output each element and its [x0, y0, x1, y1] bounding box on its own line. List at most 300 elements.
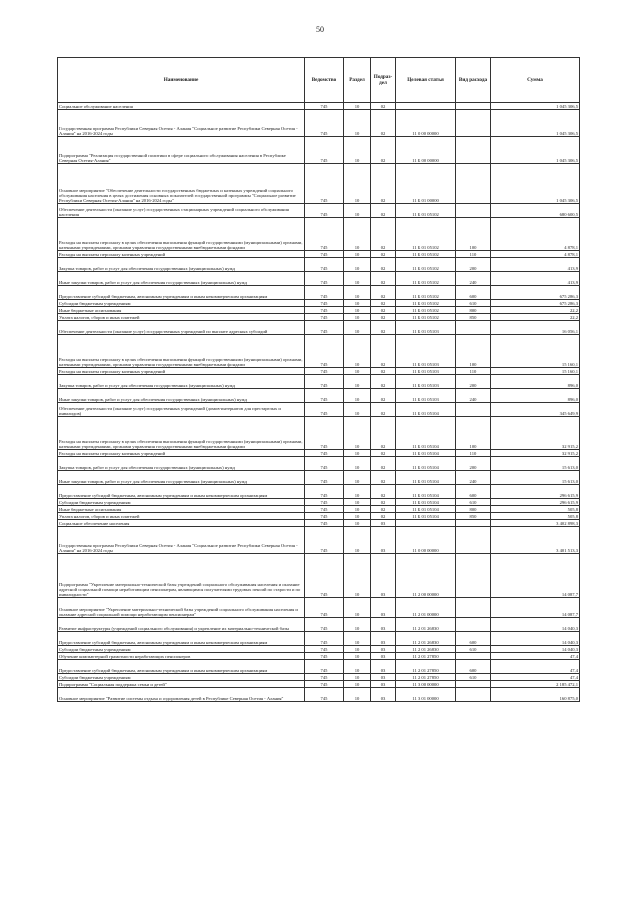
cell-subsection: 03 [371, 632, 396, 646]
table-row [58, 653, 580, 660]
cell-amount: 3 401 513,3 [491, 527, 580, 554]
cell-ministry: 745 [305, 137, 344, 164]
cell-subsection: 03 [371, 554, 396, 598]
cell-target-item: 11 2 01 00000 [396, 598, 456, 618]
cell-amount: 413,9 [491, 272, 580, 286]
cell-name: Иные закупки товаров, работ и услуг для обеспечения государственных (муниципальных) нужд [58, 389, 305, 403]
cell-amount: 15 613,0 [491, 471, 580, 485]
cell-expense-type: 100 [456, 417, 491, 450]
cell-section: 10 [344, 554, 371, 598]
cell-ministry: 745 [305, 110, 344, 137]
cell-subsection: 03 [371, 520, 396, 527]
cell-ministry: 745 [305, 660, 344, 674]
cell-subsection: 02 [371, 417, 396, 450]
cell-expense-type [456, 554, 491, 598]
cell-ministry: 745 [305, 674, 344, 681]
cell-amount: 15 160,1 [491, 335, 580, 368]
cell-target-item: 11 2 01 26830 [396, 646, 456, 653]
cell-amount: 1 045 306,5 [491, 103, 580, 110]
cell-name: Обеспечение деятельности (оказание услуг) государственных учреждений (домов-интернатов для престарелых и инвалидов) [58, 403, 305, 417]
cell-subsection: 02 [371, 137, 396, 164]
cell-expense-type: 850 [456, 513, 491, 520]
cell-subsection: 02 [371, 389, 396, 403]
cell-section: 10 [344, 335, 371, 368]
header-subsection: Подраз-дел [371, 58, 396, 103]
cell-expense-type: 100 [456, 218, 491, 251]
cell-section: 10 [344, 375, 371, 389]
cell-subsection: 03 [371, 674, 396, 681]
cell-ministry: 745 [305, 368, 344, 375]
cell-target-item: 11 Б 00 00000 [396, 137, 456, 164]
cell-expense-type [456, 681, 491, 688]
cell-section: 10 [344, 688, 371, 702]
table-row [58, 681, 580, 688]
cell-expense-type: 110 [456, 368, 491, 375]
cell-amount: 15 613,0 [491, 457, 580, 471]
cell-target-item: 11 Б 01 05103 [396, 389, 456, 403]
table-row [58, 286, 580, 300]
cell-ministry: 745 [305, 653, 344, 660]
cell-name: Расходы на выплаты персоналу казенных учреждений [58, 450, 305, 457]
cell-amount: 15 160,1 [491, 368, 580, 375]
cell-target-item: 11 Б 01 05104 [396, 499, 456, 506]
cell-name: Предоставление субсидий бюджетным, автономным учреждениям и иным некоммерческим организациям [58, 485, 305, 499]
cell-target-item: 11 2 01 26830 [396, 632, 456, 646]
cell-target-item: 11 Б 01 05103 [396, 321, 456, 335]
cell-subsection: 02 [371, 314, 396, 321]
cell-section: 10 [344, 314, 371, 321]
cell-name: Государственная программа Республики Северная Осетия - Алания "Социальное развитие Республики Северная Осетия - Алания" на 2016-2024 годы [58, 110, 305, 137]
cell-amount: 4 878,1 [491, 218, 580, 251]
cell-target-item: 11 3 01 00000 [396, 688, 456, 702]
cell-subsection: 03 [371, 527, 396, 554]
cell-amount: 14 087,7 [491, 554, 580, 598]
cell-ministry: 745 [305, 218, 344, 251]
cell-amount: 16 056,1 [491, 321, 580, 335]
cell-section: 10 [344, 417, 371, 450]
cell-subsection: 02 [371, 286, 396, 300]
cell-name: Развитие инфраструктуры (учреждений социального обслуживания) и укрепление их материально-технической базы [58, 618, 305, 632]
cell-amount: 47,4 [491, 660, 580, 674]
cell-expense-type [456, 653, 491, 660]
cell-ministry: 745 [305, 527, 344, 554]
cell-ministry: 745 [305, 520, 344, 527]
cell-section: 10 [344, 321, 371, 335]
cell-ministry: 745 [305, 554, 344, 598]
table-row [58, 307, 580, 314]
cell-expense-type: 200 [456, 258, 491, 272]
cell-expense-type: 610 [456, 300, 491, 307]
cell-target-item: 11 Б 01 05102 [396, 300, 456, 307]
cell-section: 10 [344, 513, 371, 520]
cell-subsection: 03 [371, 653, 396, 660]
cell-amount: 14 040,3 [491, 632, 580, 646]
cell-ministry: 745 [305, 485, 344, 499]
cell-amount: 675 286,3 [491, 286, 580, 300]
cell-target-item: 11 Б 01 05104 [396, 403, 456, 417]
table-row [58, 506, 580, 513]
cell-subsection: 02 [371, 375, 396, 389]
cell-amount: 160 875,0 [491, 688, 580, 702]
budget-table [57, 57, 580, 702]
table-row [58, 375, 580, 389]
cell-subsection: 02 [371, 103, 396, 110]
cell-target-item: 11 Б 01 05102 [396, 286, 456, 300]
cell-ministry: 745 [305, 646, 344, 653]
cell-expense-type: 850 [456, 314, 491, 321]
cell-name: Обучение компьютерной грамотности неработающих пенсионеров [58, 653, 305, 660]
cell-target-item: 11 Б 01 05102 [396, 204, 456, 218]
cell-ministry: 745 [305, 103, 344, 110]
cell-expense-type [456, 403, 491, 417]
cell-amount: 505,8 [491, 513, 580, 520]
cell-expense-type: 600 [456, 485, 491, 499]
cell-section: 10 [344, 674, 371, 681]
cell-target-item: 11 2 01 27850 [396, 674, 456, 681]
table-row [58, 520, 580, 527]
cell-amount: 2 185 472,1 [491, 681, 580, 688]
cell-section: 10 [344, 218, 371, 251]
cell-section: 10 [344, 450, 371, 457]
cell-section: 10 [344, 598, 371, 618]
cell-expense-type: 200 [456, 457, 491, 471]
cell-expense-type: 240 [456, 272, 491, 286]
cell-target-item [396, 103, 456, 110]
cell-expense-type: 800 [456, 506, 491, 513]
cell-ministry: 745 [305, 286, 344, 300]
cell-ministry: 745 [305, 204, 344, 218]
cell-target-item: 11 Б 01 05102 [396, 314, 456, 321]
cell-name: Государственная программа Республики Северная Осетия - Алания "Социальное развитие Республики Северная Осетия - Алания" на 2016-2024 годы [58, 527, 305, 554]
cell-ministry: 745 [305, 681, 344, 688]
cell-ministry: 745 [305, 471, 344, 485]
cell-name: Подпрограмма "Социальная поддержка семьи и детей" [58, 681, 305, 688]
cell-ministry: 745 [305, 598, 344, 618]
cell-ministry: 745 [305, 688, 344, 702]
table-row [58, 688, 580, 702]
cell-name: Социальное обслуживание населения [58, 103, 305, 110]
cell-section: 10 [344, 368, 371, 375]
cell-subsection: 03 [371, 618, 396, 632]
cell-amount: 14 087,7 [491, 598, 580, 618]
table-row [58, 527, 580, 554]
cell-expense-type: 800 [456, 307, 491, 314]
cell-name: Социальное обеспечение населения [58, 520, 305, 527]
header-section: Раздел [344, 58, 371, 103]
cell-ministry: 745 [305, 335, 344, 368]
table-row [58, 646, 580, 653]
cell-section: 10 [344, 506, 371, 513]
cell-expense-type: 610 [456, 646, 491, 653]
cell-name: Субсидии бюджетным учреждениям [58, 499, 305, 506]
cell-name: Иные бюджетные ассигнования [58, 307, 305, 314]
cell-amount: 22,2 [491, 314, 580, 321]
cell-ministry: 745 [305, 618, 344, 632]
cell-subsection: 02 [371, 272, 396, 286]
cell-expense-type: 610 [456, 674, 491, 681]
cell-expense-type: 110 [456, 251, 491, 258]
cell-subsection: 03 [371, 598, 396, 618]
cell-target-item: 11 2 01 26830 [396, 618, 456, 632]
table-row [58, 164, 580, 204]
cell-ministry: 745 [305, 307, 344, 314]
cell-name: Иные бюджетные ассигнования [58, 506, 305, 513]
table-row [58, 103, 580, 110]
cell-section: 10 [344, 499, 371, 506]
cell-target-item: 11 Б 01 05104 [396, 513, 456, 520]
table-row [58, 321, 580, 335]
cell-subsection: 02 [371, 300, 396, 307]
cell-section: 10 [344, 300, 371, 307]
cell-target-item: 11 Б 01 05102 [396, 258, 456, 272]
cell-amount: 680 600,5 [491, 204, 580, 218]
cell-section: 10 [344, 660, 371, 674]
cell-section: 10 [344, 103, 371, 110]
table-row [58, 485, 580, 499]
cell-section: 10 [344, 389, 371, 403]
cell-subsection: 02 [371, 506, 396, 513]
cell-ministry: 745 [305, 403, 344, 417]
table-row [58, 272, 580, 286]
cell-subsection: 02 [371, 450, 396, 457]
cell-expense-type: 200 [456, 375, 491, 389]
cell-ministry: 745 [305, 272, 344, 286]
table-row [58, 218, 580, 251]
table-row [58, 674, 580, 681]
header-expense-type: Вид расхода [456, 58, 491, 103]
cell-amount: 47,4 [491, 674, 580, 681]
cell-expense-type: 110 [456, 450, 491, 457]
table-header-row [58, 58, 580, 103]
cell-ministry: 745 [305, 164, 344, 204]
header-ministry: Ведомство [305, 58, 344, 103]
cell-expense-type [456, 527, 491, 554]
table-row [58, 598, 580, 618]
cell-amount: 1 045 306,5 [491, 110, 580, 137]
table-row [58, 335, 580, 368]
cell-target-item: 11 2 00 00000 [396, 554, 456, 598]
table-row [58, 499, 580, 506]
cell-expense-type [456, 618, 491, 632]
cell-expense-type [456, 321, 491, 335]
cell-section: 10 [344, 272, 371, 286]
cell-section: 10 [344, 646, 371, 653]
cell-ministry: 745 [305, 417, 344, 450]
cell-target-item: 11 Б 01 05104 [396, 457, 456, 471]
cell-subsection: 02 [371, 251, 396, 258]
cell-name: Расходы на выплаты персоналу в целях обеспечения выполнения функций государственными (муниципальными) органами, казенными учреждениями, органами управления государственными внебюджетными фондами [58, 417, 305, 450]
cell-section: 10 [344, 403, 371, 417]
cell-amount: 22,2 [491, 307, 580, 314]
cell-subsection: 02 [371, 368, 396, 375]
cell-amount: 896,0 [491, 375, 580, 389]
cell-ministry: 745 [305, 258, 344, 272]
cell-target-item: 11 Б 01 00000 [396, 164, 456, 204]
cell-target-item: 11 Б 01 05104 [396, 417, 456, 450]
cell-name: Субсидии бюджетным учреждениям [58, 674, 305, 681]
cell-subsection: 02 [371, 457, 396, 471]
header-name: Наименование [58, 58, 305, 103]
cell-target-item: 11 Б 01 05103 [396, 368, 456, 375]
cell-target-item: 11 Б 01 05103 [396, 335, 456, 368]
cell-section: 10 [344, 307, 371, 314]
cell-target-item: 11 0 00 00000 [396, 110, 456, 137]
table-row [58, 258, 580, 272]
table-row [58, 660, 580, 674]
cell-subsection: 03 [371, 681, 396, 688]
cell-expense-type [456, 520, 491, 527]
cell-section: 10 [344, 527, 371, 554]
table-row [58, 300, 580, 307]
cell-amount: 413,9 [491, 258, 580, 272]
cell-expense-type [456, 110, 491, 137]
cell-expense-type [456, 164, 491, 204]
cell-expense-type [456, 598, 491, 618]
cell-amount: 47,4 [491, 653, 580, 660]
cell-name: Основное мероприятие "Развитие системы отдыха и оздоровления детей в Республике Северная Осетия - Алания" [58, 688, 305, 702]
cell-target-item: 11 Б 01 05102 [396, 218, 456, 251]
cell-name: Основное мероприятие "Обеспечение деятельности государственных бюджетных и казенных учреждений социального обслуживания населения в целях достижения основных показателей государственной программы "Социальное развитие Республики Северная Осетия-Алания" на 2016-2024 годы" [58, 164, 305, 204]
cell-target-item: 11 3 00 00000 [396, 681, 456, 688]
cell-subsection: 02 [371, 218, 396, 251]
table-row [58, 618, 580, 632]
cell-expense-type: 600 [456, 660, 491, 674]
table-row [58, 110, 580, 137]
cell-subsection: 03 [371, 688, 396, 702]
table-row [58, 403, 580, 417]
cell-ministry: 745 [305, 314, 344, 321]
cell-amount: 3 402 898,3 [491, 520, 580, 527]
cell-section: 10 [344, 258, 371, 272]
cell-ministry: 745 [305, 457, 344, 471]
cell-name: Предоставление субсидий бюджетным, автономным учреждениям и иным некоммерческим организациям [58, 632, 305, 646]
cell-ministry: 745 [305, 632, 344, 646]
cell-subsection: 02 [371, 110, 396, 137]
table-row [58, 457, 580, 471]
cell-subsection: 02 [371, 513, 396, 520]
cell-name: Иные закупки товаров, работ и услуг для обеспечения государственных (муниципальных) нужд [58, 272, 305, 286]
cell-expense-type: 100 [456, 335, 491, 368]
cell-subsection: 02 [371, 471, 396, 485]
cell-section: 10 [344, 471, 371, 485]
table-row [58, 251, 580, 258]
cell-amount: 32 915,2 [491, 417, 580, 450]
table-row [58, 417, 580, 450]
cell-subsection: 02 [371, 321, 396, 335]
header-amount: Сумма [491, 58, 580, 103]
cell-name: Закупка товаров, работ и услуг для обеспечения государственных (муниципальных) нужд [58, 375, 305, 389]
cell-amount: 675 286,3 [491, 300, 580, 307]
table-row [58, 450, 580, 457]
cell-section: 10 [344, 681, 371, 688]
cell-target-item: 11 2 01 27850 [396, 660, 456, 674]
cell-amount: 296 615,9 [491, 499, 580, 506]
cell-target-item [396, 520, 456, 527]
cell-subsection: 03 [371, 660, 396, 674]
cell-target-item: 11 Б 01 05104 [396, 450, 456, 457]
cell-name: Обеспечение деятельности (оказание услуг) государственных стационарных учреждений социального обслуживания населения [58, 204, 305, 218]
cell-name: Обеспечение деятельности (оказание услуг) государственных учреждений по выплате адресных субсидий [58, 321, 305, 335]
cell-ministry: 745 [305, 499, 344, 506]
cell-name: Субсидии бюджетным учреждениям [58, 300, 305, 307]
cell-target-item: 11 Б 01 05103 [396, 375, 456, 389]
cell-name: Расходы на выплаты персоналу казенных учреждений [58, 368, 305, 375]
cell-amount: 4 878,1 [491, 251, 580, 258]
cell-subsection: 02 [371, 499, 396, 506]
cell-target-item: 11 Б 01 05102 [396, 251, 456, 258]
cell-ministry: 745 [305, 513, 344, 520]
cell-subsection: 02 [371, 335, 396, 368]
table-row [58, 554, 580, 598]
cell-name: Закупка товаров, работ и услуг для обеспечения государственных (муниципальных) нужд [58, 258, 305, 272]
page-number: 50 [316, 25, 324, 34]
table-row [58, 204, 580, 218]
cell-subsection: 02 [371, 204, 396, 218]
table-row [58, 389, 580, 403]
cell-name: Расходы на выплаты персоналу в целях обеспечения выполнения функций государственными (муниципальными) органами, казенными учреждениями, органами управления государственными внебюджетными фондами [58, 335, 305, 368]
cell-expense-type: 600 [456, 632, 491, 646]
cell-section: 10 [344, 164, 371, 204]
cell-ministry: 745 [305, 450, 344, 457]
cell-amount: 32 915,2 [491, 450, 580, 457]
cell-subsection: 02 [371, 485, 396, 499]
cell-target-item: 11 2 01 27850 [396, 653, 456, 660]
cell-section: 10 [344, 286, 371, 300]
cell-ministry: 745 [305, 506, 344, 513]
cell-target-item: 11 Б 01 05104 [396, 471, 456, 485]
cell-section: 10 [344, 653, 371, 660]
cell-name: Иные закупки товаров, работ и услуг для обеспечения государственных (муниципальных) нужд [58, 471, 305, 485]
table-row [58, 632, 580, 646]
cell-subsection: 03 [371, 646, 396, 653]
cell-expense-type: 600 [456, 286, 491, 300]
cell-section: 10 [344, 485, 371, 499]
cell-name: Расходы на выплаты персоналу в целях обеспечения выполнения функций государственными (муниципальными) органами, казенными учреждениями, органами управления государственными внебюджетными фондами [58, 218, 305, 251]
cell-amount: 345 649,9 [491, 403, 580, 417]
table-row [58, 314, 580, 321]
cell-name: Предоставление субсидий бюджетным, автономным учреждениям и иным некоммерческим организациям [58, 660, 305, 674]
cell-name: Подпрограмма "Укрепление материально-технической базы учреждений социального обслуживания населения и оказание адресной социальной помощи неработающим пенсионерам, являющимся получателями трудовых пенсий по старости и по инвалидности" [58, 554, 305, 598]
cell-subsection: 02 [371, 258, 396, 272]
cell-amount: 896,0 [491, 389, 580, 403]
cell-amount: 14 040,3 [491, 646, 580, 653]
cell-ministry: 745 [305, 375, 344, 389]
cell-target-item: 11 0 00 00000 [396, 527, 456, 554]
cell-amount: 1 045 306,5 [491, 164, 580, 204]
cell-section: 10 [344, 632, 371, 646]
cell-ministry: 745 [305, 251, 344, 258]
cell-expense-type [456, 688, 491, 702]
cell-ministry: 745 [305, 300, 344, 307]
cell-target-item: 11 Б 01 05104 [396, 485, 456, 499]
cell-expense-type [456, 103, 491, 110]
cell-expense-type [456, 204, 491, 218]
cell-section: 10 [344, 137, 371, 164]
cell-section: 10 [344, 618, 371, 632]
cell-target-item: 11 Б 01 05102 [396, 272, 456, 286]
cell-amount: 505,8 [491, 506, 580, 513]
table-row [58, 471, 580, 485]
cell-amount: 14 040,3 [491, 618, 580, 632]
cell-section: 10 [344, 520, 371, 527]
cell-subsection: 02 [371, 307, 396, 314]
cell-name: Подпрограмма "Реализация государственной политики в сфере социального обслуживания населения в Республике Северная Осетия-Алания" [58, 137, 305, 164]
cell-amount: 1 045 306,5 [491, 137, 580, 164]
cell-expense-type: 240 [456, 389, 491, 403]
cell-section: 10 [344, 457, 371, 471]
cell-name: Предоставление субсидий бюджетным, автономным учреждениям и иным некоммерческим организациям [58, 286, 305, 300]
cell-ministry: 745 [305, 389, 344, 403]
